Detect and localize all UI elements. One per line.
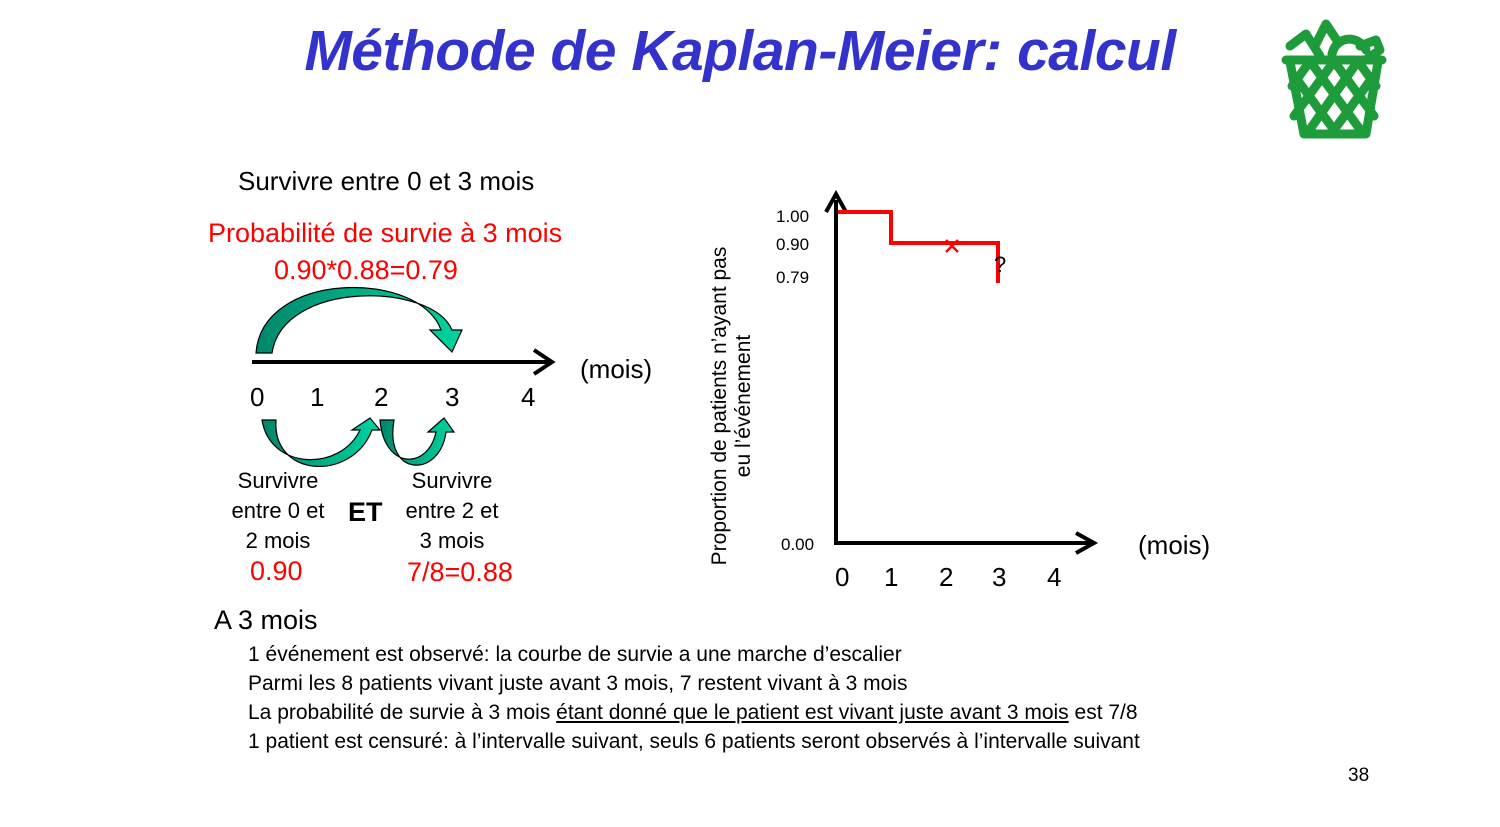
et-connector: ET: [348, 497, 383, 527]
probability-label: Probabilité de survie à 3 mois: [208, 218, 563, 248]
y-axis-label: [708, 216, 756, 596]
x-tick-2: 2: [939, 562, 954, 592]
y-tick-0-00: 0.00: [781, 535, 815, 554]
y-axis-label-line2: eu l’événement: [732, 334, 755, 478]
segment-b-line2: entre 2 et: [405, 498, 499, 523]
x-tick-3: 3: [992, 562, 1007, 592]
segment-b-line1: Survivre: [411, 468, 493, 493]
x-axis-label: (mois): [1138, 530, 1211, 560]
note-item: Parmi les 8 patients vivant juste avant 3 mois, 7 restent vivant à 3 mois: [248, 672, 908, 695]
left-tick-4: 4: [521, 382, 536, 412]
slide-title: Méthode de Kaplan-Meier: calcul: [304, 19, 1176, 83]
notes-heading: A 3 mois: [214, 605, 318, 635]
left-heading: Survivre entre 0 et 3 mois: [238, 166, 535, 196]
segment-a-line1: Survivre: [237, 468, 319, 493]
probability-calc: 0.90*0.88=0.79: [274, 255, 458, 285]
y-tick-0-90: 0.90: [776, 235, 810, 254]
note-text: est 7/8: [1068, 701, 1138, 724]
left-tick-0: 0: [250, 382, 265, 412]
segment-a-line2: entre 0 et: [231, 498, 325, 523]
y-axis-label-line1: Proportion de patients n’ayant pas: [708, 246, 731, 566]
y-tick-1-00: 1.00: [776, 207, 810, 226]
segment-b-line3: 3 mois: [419, 528, 485, 553]
question-mark: ?: [994, 252, 1007, 277]
x-tick-0: 0: [835, 562, 850, 592]
note-text: La probabilité de survie à 3 mois: [248, 701, 557, 724]
note-underlined-text: étant donné que le patient est vivant juste avant 3 mois: [556, 701, 1069, 724]
segment-a-line3: 2 mois: [245, 528, 311, 553]
notes-list: [248, 640, 1140, 756]
note-item: 1 événement est observé: la courbe de survie a une marche d’escalier: [248, 643, 902, 666]
x-tick-4: 4: [1047, 562, 1062, 592]
y-tick-0-79: 0.79: [776, 268, 810, 287]
segment-a-value: 0.90: [250, 556, 303, 586]
page-number: 38: [1348, 765, 1370, 786]
note-item: 1 patient est censuré: à l’intervalle suivant, seuls 6 patients seront observés à l’intervalle suivant: [248, 730, 1140, 753]
segment-b-value: 7/8=0.88: [407, 557, 513, 587]
note-item: [248, 698, 1140, 727]
left-tick-2: 2: [374, 382, 389, 412]
x-tick-1: 1: [884, 562, 899, 592]
left-tick-3: 3: [445, 382, 460, 412]
survival-step-curve: [838, 212, 998, 283]
left-tick-1: 1: [310, 382, 325, 412]
left-axis-unit: (mois): [580, 354, 653, 384]
